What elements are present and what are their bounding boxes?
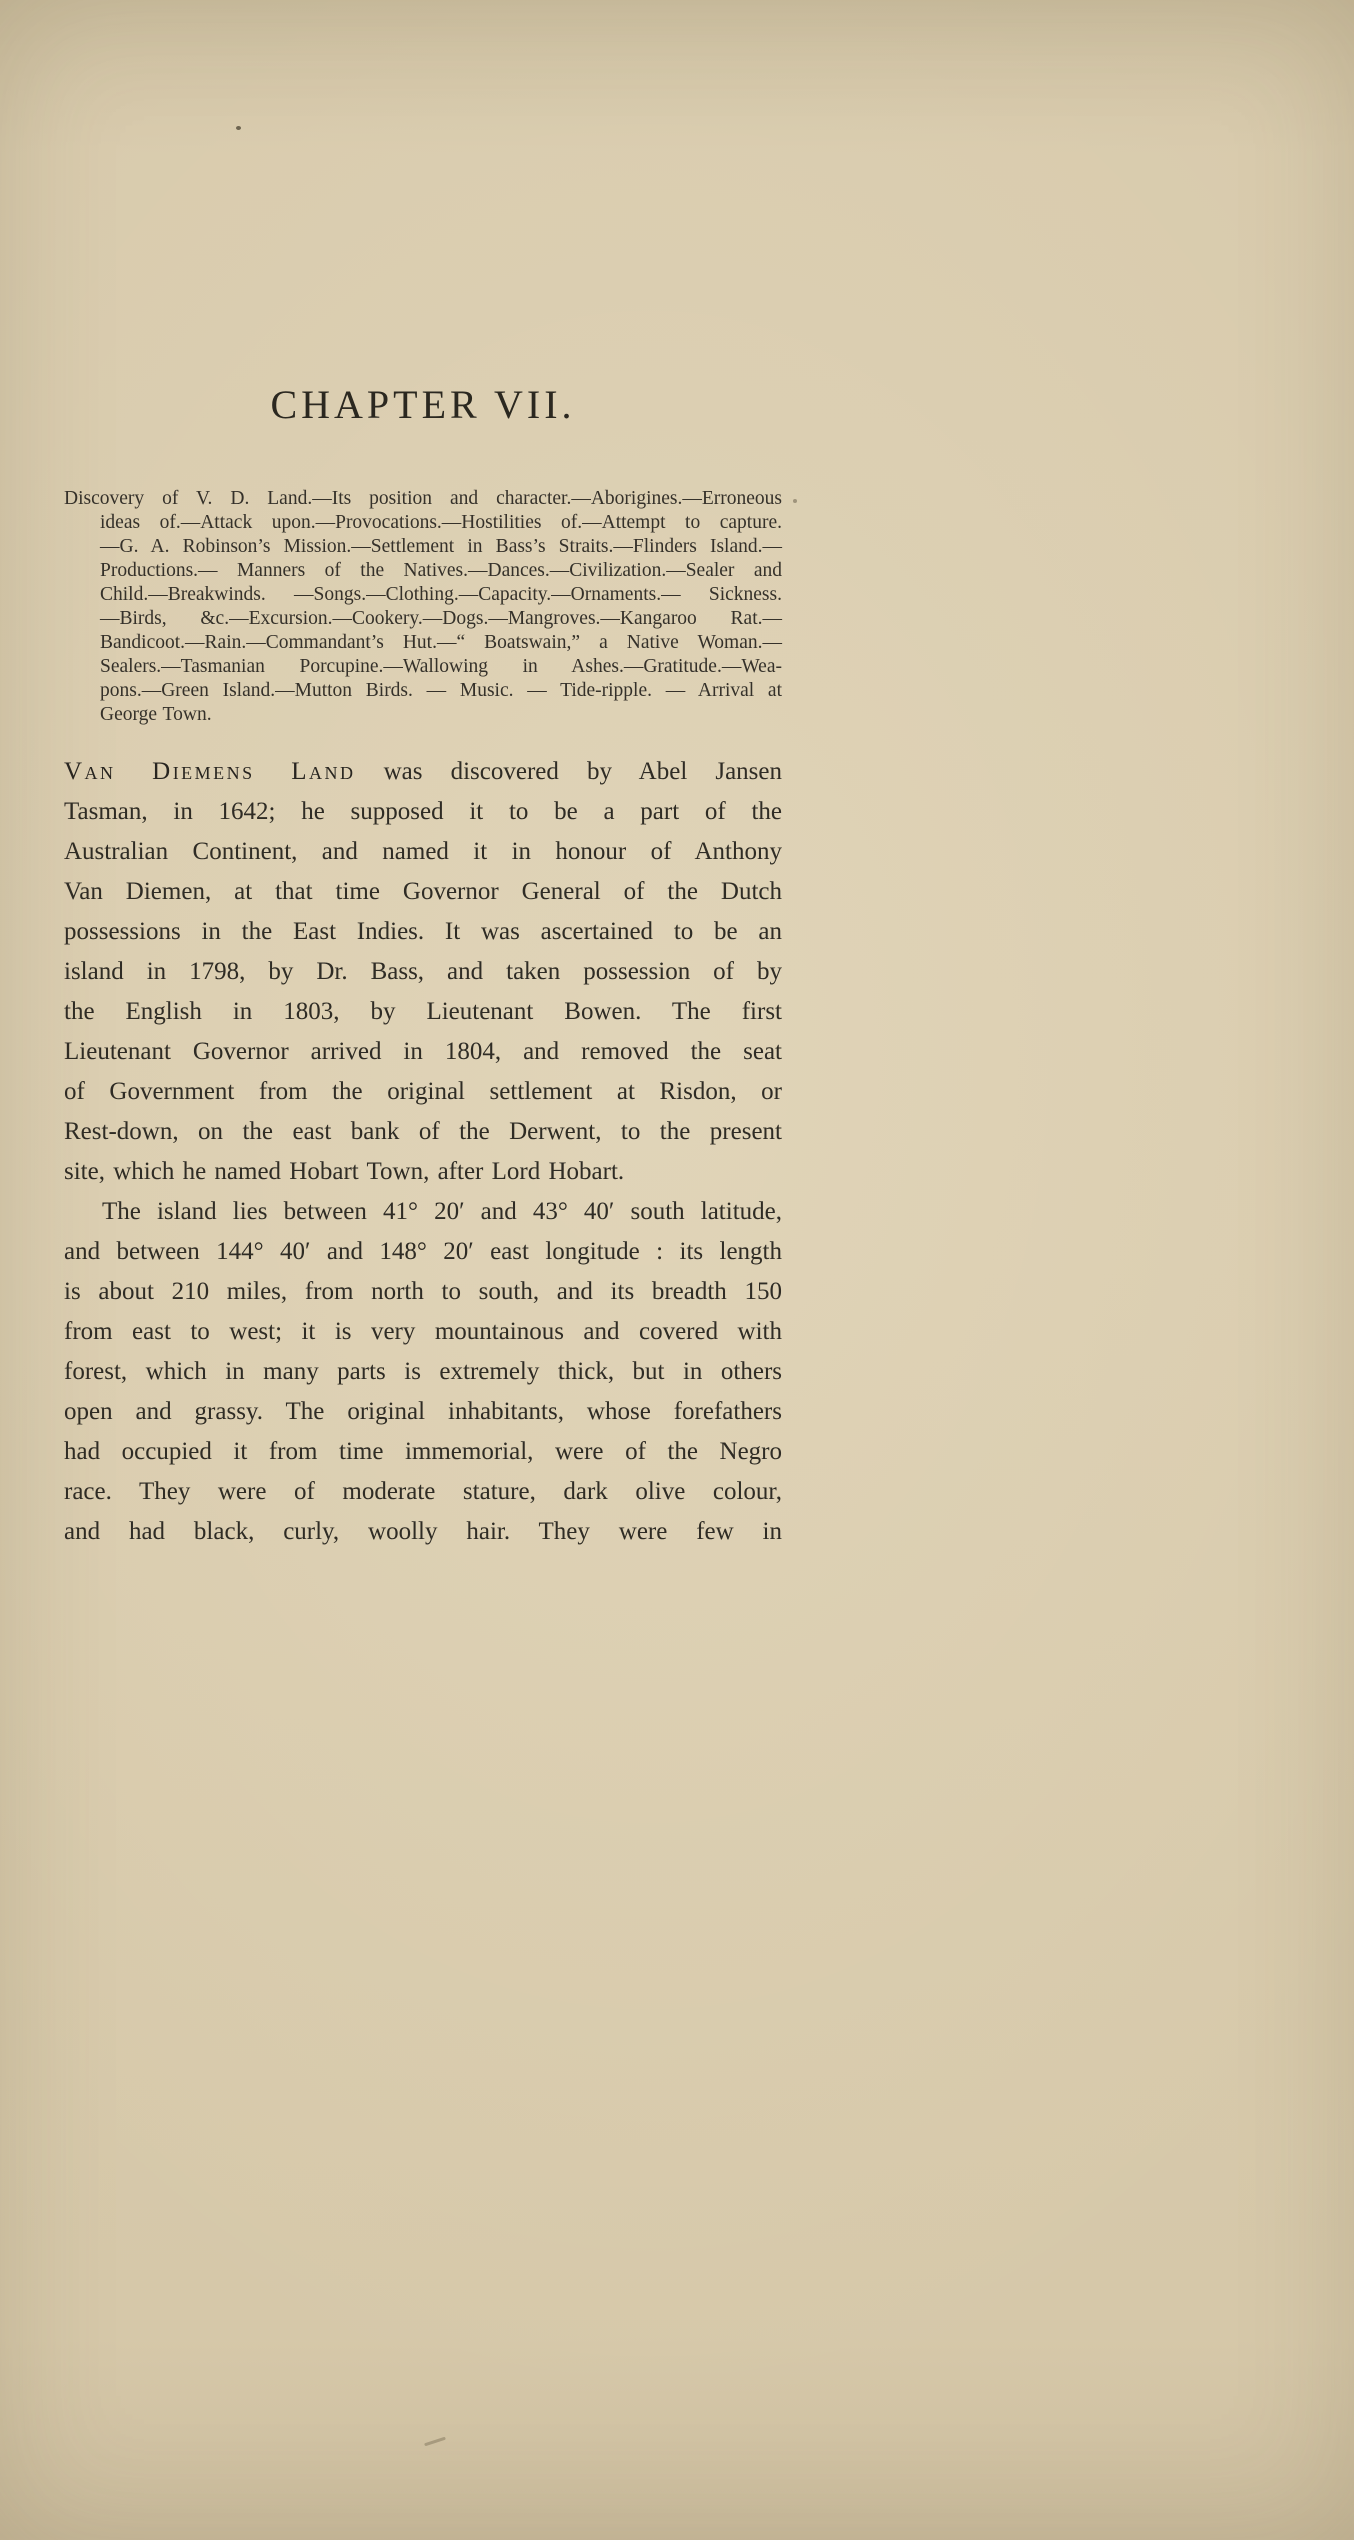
text-line: and between 144° 40′ and 148° 20′ east longitude : its length bbox=[64, 1238, 782, 1265]
text-line: from east to west; it is very mountainous and covered with bbox=[64, 1318, 782, 1345]
text-line: site, which he named Hobart Town, after Lord Hobart. bbox=[64, 1158, 625, 1185]
text-line: and had black, curly, woolly hair. They were few in bbox=[64, 1518, 782, 1545]
text-line: Bandicoot.—Rain.—Commandant’s Hut.—“ Boatswain,” a Native Woman.— bbox=[100, 632, 782, 653]
text-line: had occupied it from time immemorial, were of the Negro bbox=[64, 1438, 782, 1465]
paragraph-2-lines bbox=[64, 1192, 782, 1552]
text-line: race. They were of moderate stature, dark olive colour, bbox=[64, 1478, 782, 1505]
text-line: Van Diemen, at that time Governor General of the Dutch bbox=[64, 878, 782, 905]
text-line: pons.—Green Island.—Mutton Birds. — Music. — Tide-ripple. — Arrival at bbox=[100, 680, 782, 701]
text-line: ideas of.—Attack upon.—Provocations.—Hostilities of.—Attempt to capture. bbox=[100, 512, 782, 533]
text-line: Rest-down, on the east bank of the Derwent, to the present bbox=[64, 1118, 782, 1145]
opening-small-caps: Van Diemens Land bbox=[64, 758, 356, 785]
chapter-summary bbox=[64, 487, 782, 727]
text-line: Discovery of V. D. Land.—Its position and character.—Aborigines.—Erroneous bbox=[64, 488, 782, 509]
text-line: forest, which in many parts is extremely thick, but in others bbox=[64, 1358, 782, 1385]
text-line: is about 210 miles, from north to south, and its breadth 150 bbox=[64, 1278, 782, 1305]
text-line: possessions in the East Indies. It was ascertained to be an bbox=[64, 918, 782, 945]
body-text bbox=[64, 752, 782, 1552]
text-line: Lieutenant Governor arrived in 1804, and removed the seat bbox=[64, 1038, 782, 1065]
text-line: George Town. bbox=[100, 704, 212, 725]
opening-line-rest: was discovered by Abel Jansen bbox=[355, 758, 782, 785]
text-line: Child.—Breakwinds. —Songs.—Clothing.—Capacity.—Ornaments.— Sickness. bbox=[100, 584, 782, 605]
paragraph-1-lines bbox=[64, 792, 782, 1192]
chapter-title: CHAPTER VII. bbox=[270, 382, 576, 427]
text-line: open and grassy. The original inhabitants, whose forefathers bbox=[64, 1398, 782, 1425]
pencil-mark bbox=[424, 2437, 446, 2447]
text-line: the English in 1803, by Lieutenant Bowen. The first bbox=[64, 998, 782, 1025]
text-line: —Birds, &c.—Excursion.—Cookery.—Dogs.—Mangroves.—Kangaroo Rat.— bbox=[100, 608, 782, 629]
text-line: Sealers.—Tasmanian Porcupine.—Wallowing in Ashes.—Gratitude.—Wea- bbox=[100, 656, 782, 677]
text-line: of Government from the original settlement at Risdon, or bbox=[64, 1078, 782, 1105]
ink-speck bbox=[236, 126, 241, 130]
text-line: The island lies between 41° 20′ and 43° 40′ south latitude, bbox=[102, 1198, 782, 1225]
text-line: Productions.— Manners of the Natives.—Dances.—Civilization.—Sealer and bbox=[100, 560, 782, 581]
paragraph-opening-line bbox=[64, 752, 782, 792]
ink-speck bbox=[793, 499, 797, 503]
text-line: —G. A. Robinson’s Mission.—Settlement in Bass’s Straits.—Flinders Island.— bbox=[100, 536, 782, 557]
text-line: Australian Continent, and named it in honour of Anthony bbox=[64, 838, 782, 865]
text-line: Tasman, in 1642; he supposed it to be a part of the bbox=[64, 798, 782, 825]
text-line: island in 1798, by Dr. Bass, and taken possession of by bbox=[64, 958, 782, 985]
